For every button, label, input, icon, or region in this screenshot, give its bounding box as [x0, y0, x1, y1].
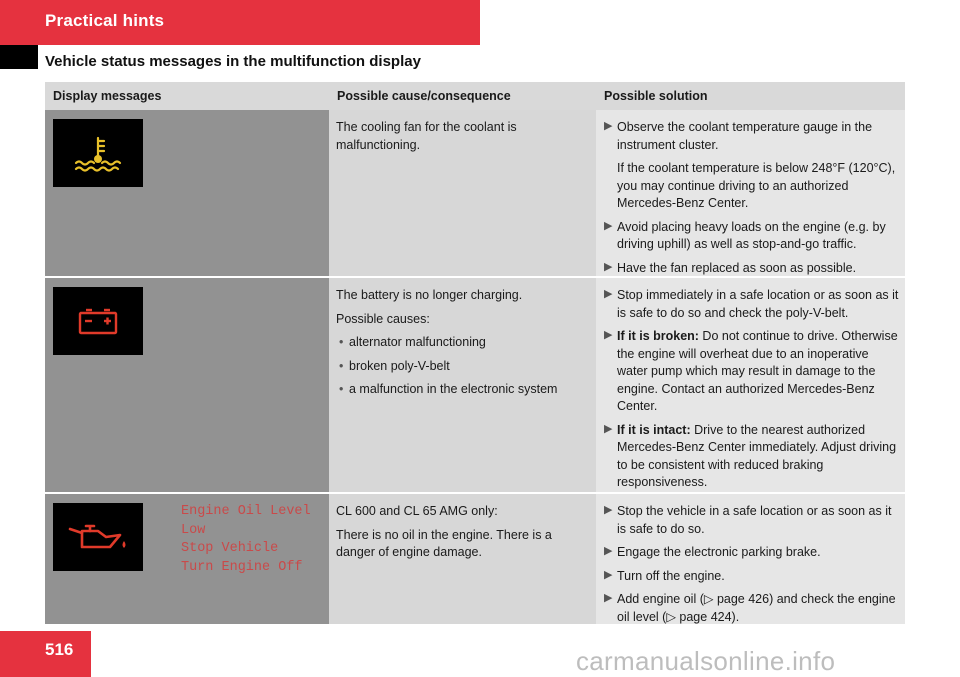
display-message-cell: [45, 110, 329, 276]
step-arrow-icon: ▶: [604, 545, 613, 557]
solution-cell: [596, 110, 905, 276]
warning-lamp: [53, 503, 143, 571]
step-arrow-icon: ▶: [604, 329, 613, 341]
step-detail: Drive to the nearest authorized Mercedes-Benz Center immediately. Adjust driving to be consistent with reduced braking responsiveness.: [617, 422, 897, 489]
display-message-text: Engine Oil Level Low Stop Vehicle Turn Engine Off: [181, 504, 311, 575]
oil-can-icon: [66, 519, 130, 555]
section-title: Practical hints: [45, 11, 165, 30]
warning-lamp: [53, 119, 143, 187]
solution-step: [604, 328, 901, 416]
step-text: Engage the electronic parking brake.: [617, 545, 821, 559]
column-header-cause: Possible cause/consequence: [337, 89, 511, 103]
table-row: [45, 278, 905, 494]
step-arrow-icon: ▶: [604, 288, 613, 300]
step-arrow-icon: ▶: [604, 422, 613, 435]
solution-step: [604, 544, 901, 562]
battery-icon: [76, 306, 120, 336]
step-arrow-icon: ▶: [604, 504, 613, 516]
status-message-table: [45, 82, 905, 624]
column-header-display-messages: Display messages: [53, 89, 162, 103]
step-text: Stop the vehicle in a safe location or as soon as it is safe to do so.: [617, 504, 892, 536]
solution-step: [604, 119, 901, 213]
solution-step: [604, 287, 901, 322]
step-arrow-icon: ▶: [604, 592, 613, 604]
solution-step: [604, 219, 901, 254]
step-text: Stop immediately in a safe location or as soon as it is safe to do so and check the poly-V-belt.: [617, 288, 899, 320]
step-arrow-icon: ▶: [604, 120, 613, 132]
cause-text: Possible causes:: [336, 311, 430, 326]
cause-cell: [329, 494, 596, 624]
warning-lamp: [53, 287, 143, 355]
cause-cell: [329, 110, 596, 276]
table-row: [45, 494, 905, 624]
step-detail: Do not continue to drive. Otherwise the engine will overheat due to an inoperative water pump which may result in damage to the engine. Contact an authorized Mercedes-Benz Center.: [617, 329, 898, 413]
table-row: [45, 110, 905, 278]
page-number: 516: [45, 640, 74, 659]
step-condition: If it is broken:: [617, 329, 699, 343]
column-header-solution: Possible solution: [604, 89, 708, 103]
cause-bullet: • a malfunction in the electronic system: [336, 381, 588, 399]
page-number-tab: [0, 631, 91, 677]
cause-bullet: • alternator malfunctioning: [336, 334, 588, 352]
cause-text: The battery is no longer charging.: [336, 288, 523, 302]
step-arrow-icon: ▶: [604, 568, 613, 581]
cause-cell: [329, 278, 596, 492]
step-arrow-icon: ▶: [604, 260, 613, 273]
solution-step: [604, 591, 901, 626]
solution-step: [604, 568, 901, 586]
solution-cell: [596, 278, 905, 492]
cause-bullet: • broken poly-V-belt: [336, 358, 588, 376]
step-condition: If it is intact:: [617, 422, 691, 437]
tab-marker: [0, 45, 38, 69]
step-text: Observe the coolant temperature gauge in the instrument cluster.: [617, 120, 873, 152]
page-title: Vehicle status messages in the multifunction display: [45, 53, 421, 70]
cause-text: The cooling fan for the coolant is malfunctioning.: [336, 120, 517, 152]
solution-step: [604, 260, 901, 278]
step-text: Turn off the engine.: [617, 568, 725, 583]
step-text: [617, 328, 901, 416]
solution-step: [604, 422, 901, 492]
step-text: Avoid placing heavy loads on the engine (e.g. by driving uphill) as well as stop-and-go traffic.: [617, 219, 886, 251]
solution-step: [604, 503, 901, 538]
step-text: Have the fan replaced as soon as possible.: [617, 260, 857, 275]
display-message-cell: [45, 494, 329, 624]
solution-cell: [596, 494, 905, 624]
watermark: carmanualsonline.info: [576, 646, 836, 676]
section-tab: [0, 0, 480, 45]
table-header: [45, 82, 905, 110]
coolant-temperature-icon: [68, 133, 128, 173]
step-arrow-icon: ▶: [604, 219, 613, 232]
step-text: Add engine oil (▷ page 426) and check the engine oil level (▷ page 424).: [617, 592, 896, 624]
cause-text: CL 600 and CL 65 AMG only:: [336, 504, 498, 518]
step-text: [617, 422, 901, 492]
step-note: If the coolant temperature is below 248°F (120°C), you may continue driving to an authorized Mercedes-Benz Center.: [617, 161, 896, 210]
cause-text: There is no oil in the engine. There is a danger of engine damage.: [336, 527, 552, 559]
display-message-cell: [45, 278, 329, 492]
